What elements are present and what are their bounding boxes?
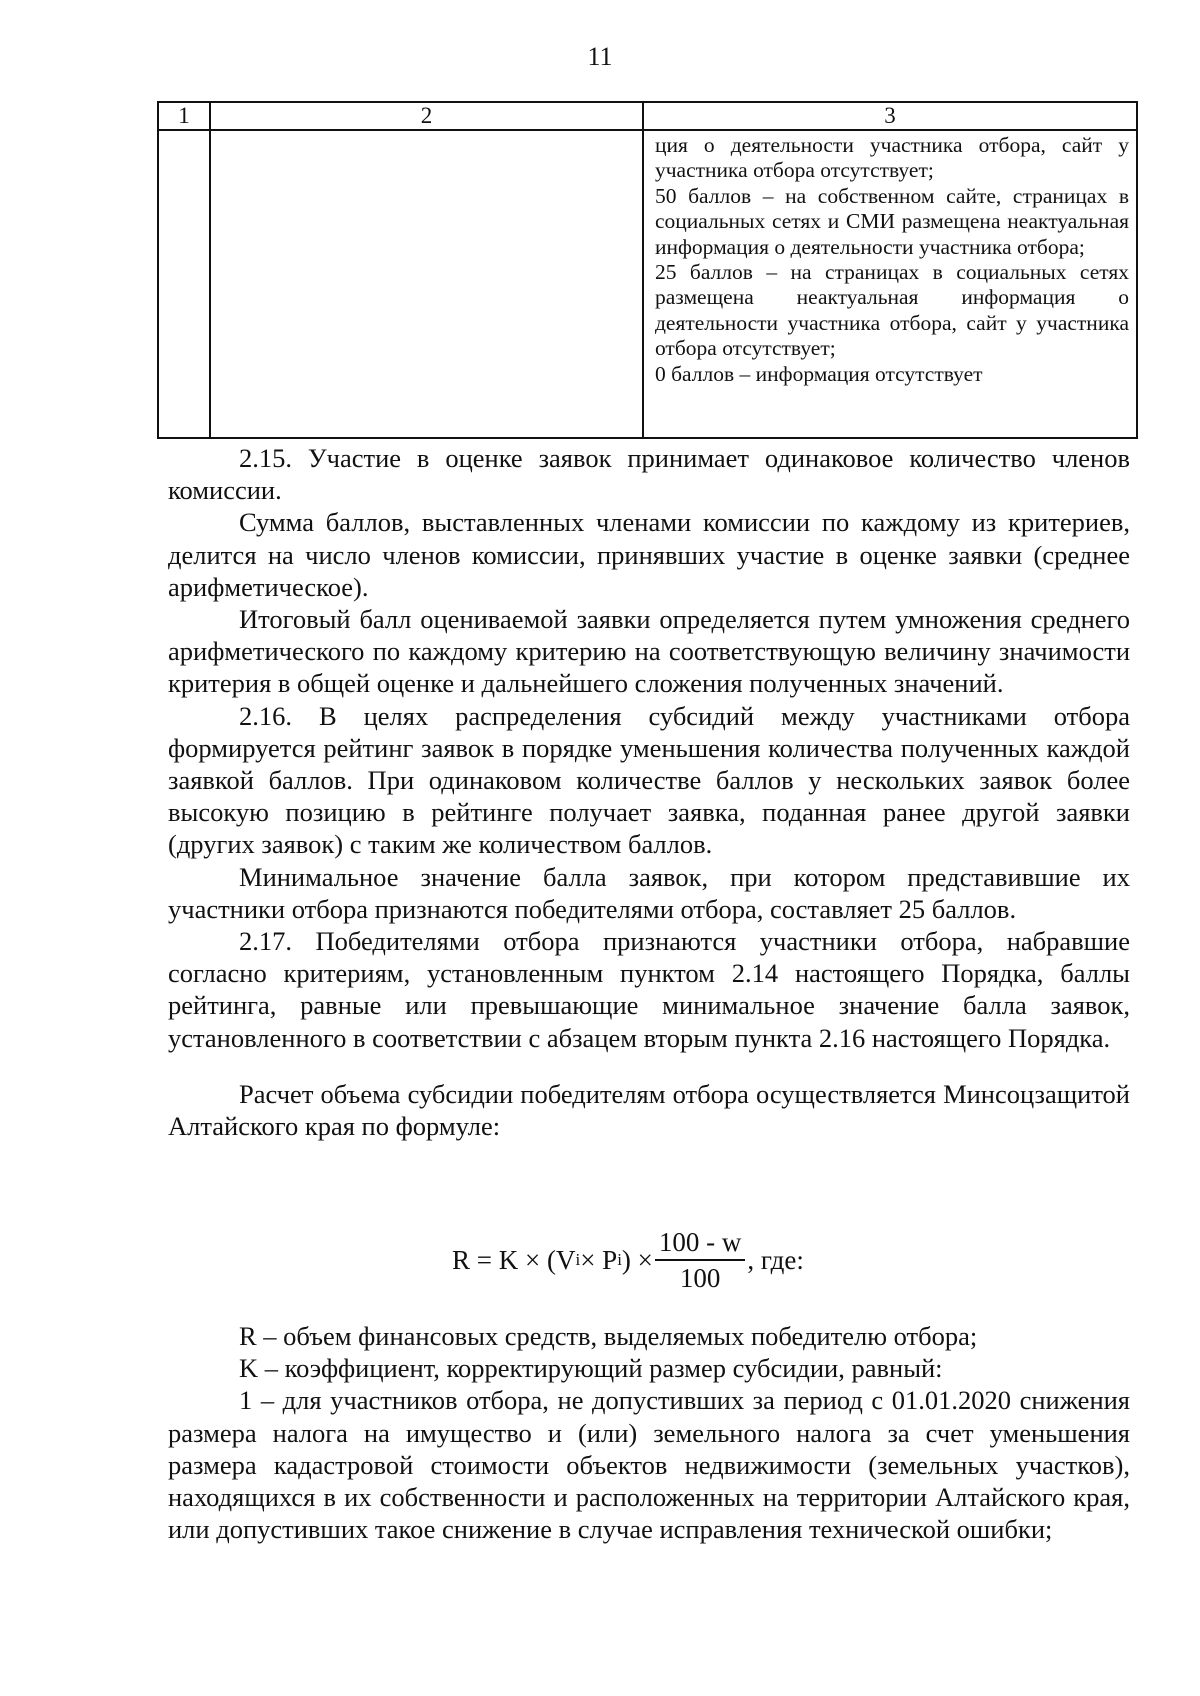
column-header-3: 3	[643, 102, 1137, 130]
paragraph-2-17: 2.17. Победителями отбора признаются участники отбора, набравшие согласно критериям, установленным пунктом 2.14 настоящего Порядка, баллы рейтинга, равные или превышающие минимальное значение балла заявок, установленного в соответствии с абзацем вторым пункта 2.16 настоящего Порядка.	[168, 926, 1130, 1053]
formula-subscript: i	[575, 1250, 581, 1269]
table-cell-col3	[643, 130, 1137, 438]
paragraph-2-15: 2.15. Участие в оценке заявок принимает одинаковое количество членов комиссии.	[168, 443, 1130, 506]
page-number: 11	[587, 42, 613, 71]
fraction-denominator: 100	[679, 1263, 721, 1293]
definition-r: R – объем финансовых средств, выделяемых победителю отбора;	[239, 1321, 978, 1351]
subsidy-formula	[452, 1223, 804, 1297]
table-cell-col2	[210, 130, 643, 438]
paragraph: Минимальное значение балла заявок, при котором представившие их участники отбора признаются победителями отбора, составляет 25 баллов.	[168, 861, 1130, 924]
criteria-line: 25 баллов – на страницах в социальных сетях размещена неактуальная информация о деятельности участника отбора, сайт у участника отбора отсутствует;	[654, 260, 1129, 361]
definitions	[168, 1320, 1130, 1545]
formula-suffix: , где:	[747, 1244, 804, 1275]
criteria-table	[157, 101, 1138, 439]
body-text	[168, 442, 1130, 1142]
paragraph: Расчет объема субсидии победителям отбора осуществляется Минсоцзащитой Алтайского края по формуле:	[168, 1078, 1130, 1142]
formula-fraction	[655, 1225, 746, 1295]
column-header-2: 2	[210, 102, 643, 130]
paragraph-2-16: 2.16. В целях распределения субсидий между участниками отбора формируется рейтинг заявок в порядке уменьшения количества полученных каждой заявкой баллов. При одинаковом количестве баллов у нескольких заявок более высокую позицию в рейтинге получает заявка, поданная ранее другой заявки (других заявок) с таким же количеством баллов.	[168, 700, 1130, 860]
definition-k-1: 1 – для участников отбора, не допустивших за период с 01.01.2020 снижения размера налога на имущество и (или) земельного налога за счет уменьшения размера кадастровой стоимости объектов недвижимости (земельных участков), находящихся в их собственности и расположенных на территории Алтайского края, или допустивших такое снижение в случае исправления технической ошибки;	[168, 1385, 1130, 1545]
fraction-numerator: 100 - w	[655, 1225, 746, 1261]
table-header-row	[158, 102, 1137, 130]
definition-k: K – коэффициент, корректирующий размер субсидии, равный:	[239, 1353, 943, 1384]
formula-rhs: ) ×	[621, 1244, 653, 1275]
formula-lhs: R = K × (V	[452, 1244, 576, 1275]
paragraph: Сумма баллов, выставленных членами комиссии по каждому из критериев, делится на число членов комиссии, принявших участие в оценке заявки (среднее арифметическое).	[168, 507, 1130, 602]
table-cell-col1	[158, 130, 210, 438]
criteria-line: 0 баллов – информация отсутствует	[654, 361, 983, 386]
criteria-line: ция о деятельности участника отбора, сайт у участника отбора отсутствует;	[654, 133, 1129, 183]
formula-subscript: i	[617, 1250, 622, 1269]
criteria-line: 50 баллов – на собственном сайте, страницах в социальных сетях и СМИ размещена неактуальная информация о деятельности участника отбора;	[654, 183, 1129, 259]
table-row	[158, 130, 1137, 438]
column-header-1: 1	[158, 102, 210, 130]
paragraph: Итоговый балл оцениваемой заявки определяется путем умножения среднего арифметического по каждому критерию на соответствующую величину значимости критерия в общей оценке и дальнейшего сложения полученных значений.	[168, 604, 1130, 699]
formula-mid: × P	[580, 1244, 618, 1275]
